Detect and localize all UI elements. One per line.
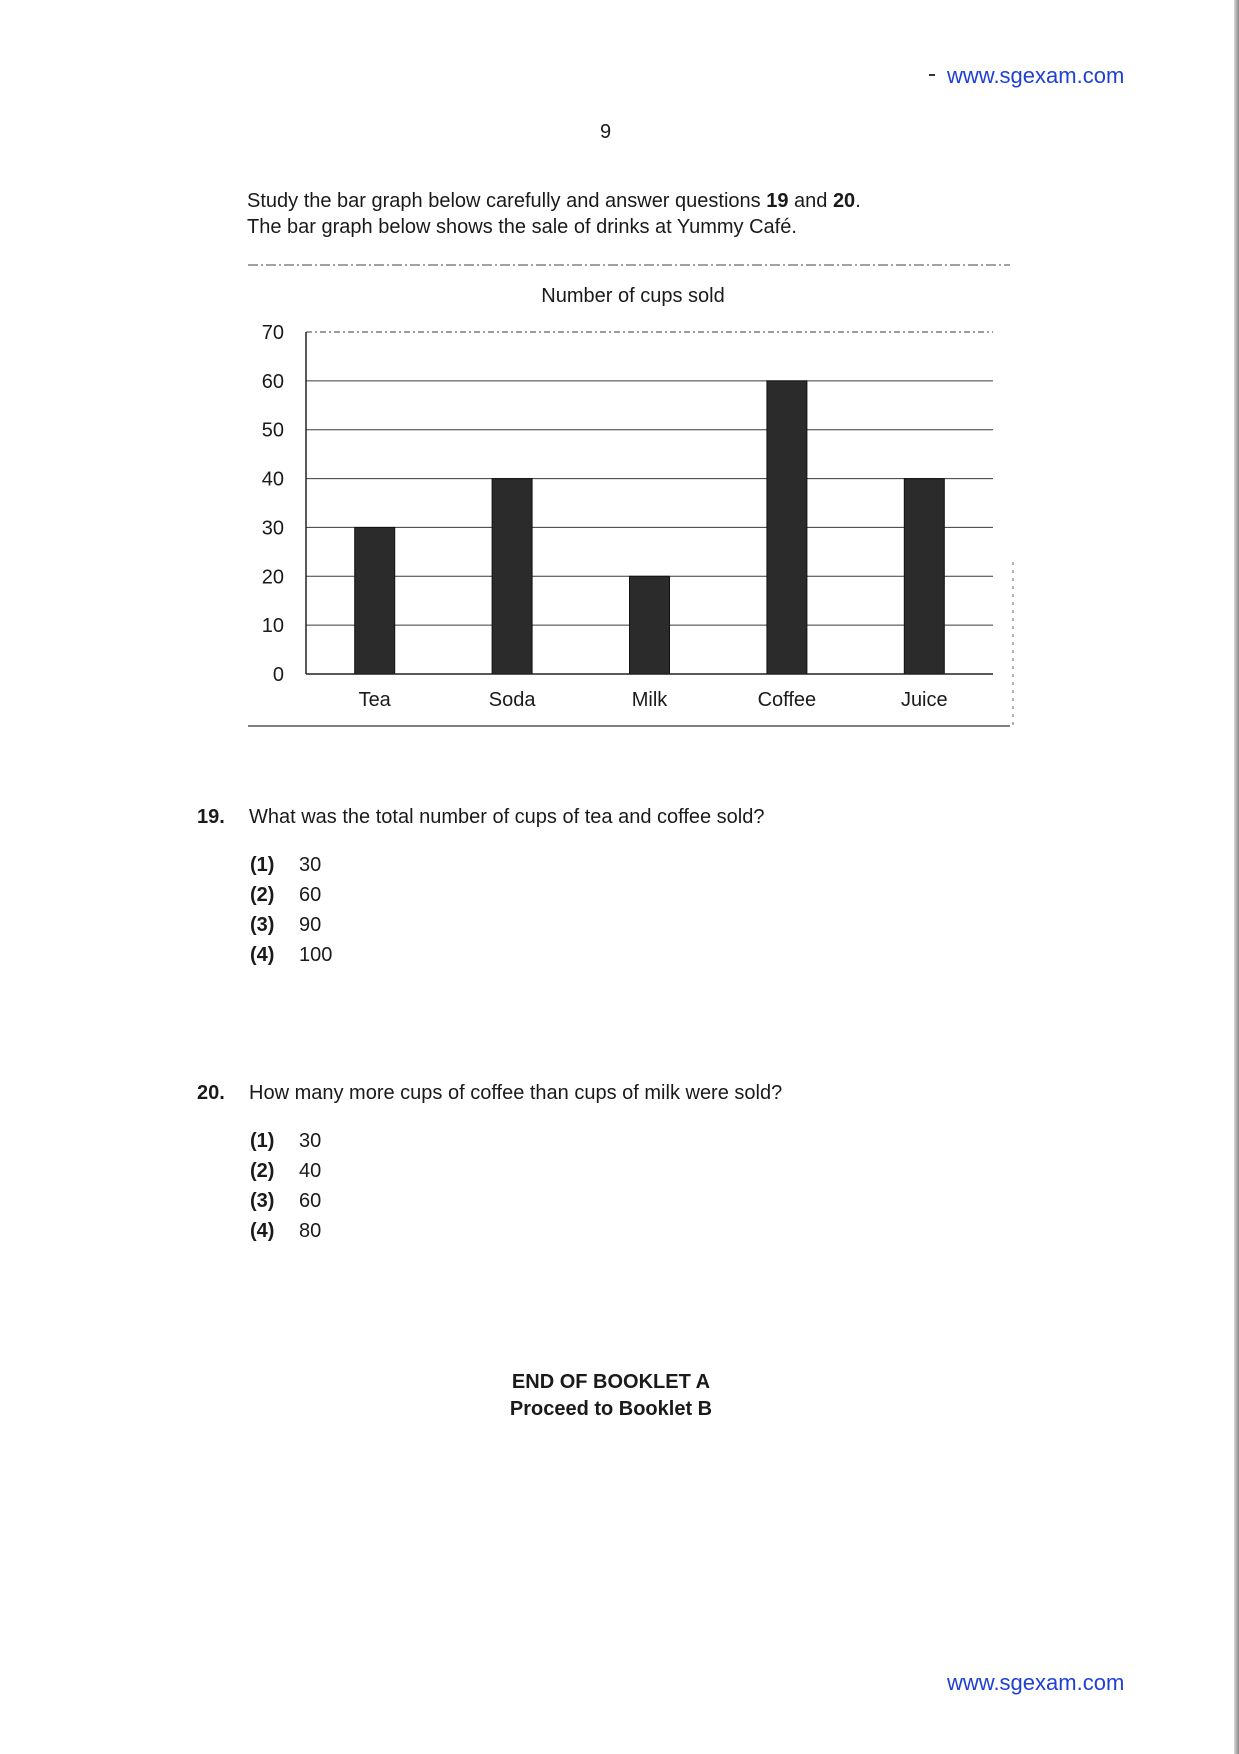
y-tick-label-40: 40: [261, 468, 284, 491]
bar-milk: [630, 576, 670, 674]
intro-line-1-start: Study the bar graph below carefully and answer questions: [247, 190, 767, 212]
bar-juice: [904, 479, 944, 674]
option-value: 40: [299, 1160, 322, 1182]
y-tick-label-70: 70: [261, 322, 284, 344]
option-number: (2): [250, 884, 275, 906]
y-tick-label-30: 30: [261, 517, 284, 540]
question-19-text: What was the total number of cups of tea and coffee sold?: [249, 806, 765, 828]
y-tick-label-20: 20: [261, 566, 284, 589]
intro-line-1: [247, 188, 861, 214]
question-20: [197, 1082, 782, 1105]
option-number: (1): [250, 854, 275, 876]
option-value: 30: [299, 1130, 322, 1152]
option-value: 80: [299, 1220, 322, 1242]
option-value: 90: [299, 914, 322, 936]
option-number: (2): [250, 1160, 275, 1182]
option-number: (3): [250, 914, 275, 936]
option-value: 30: [299, 854, 322, 876]
bar-coffee: [767, 381, 807, 674]
booklet-end-notice: [0, 1369, 1222, 1423]
question-20-text: How many more cups of coffee than cups of milk were sold?: [249, 1082, 783, 1104]
question-20-option-2[interactable]: [250, 1156, 321, 1186]
y-axis-tick-labels: [262, 322, 284, 686]
intro-line-1-end: .: [855, 190, 861, 212]
option-number: (4): [250, 944, 275, 966]
option-number: (3): [250, 1190, 275, 1212]
x-label-milk: Milk: [631, 689, 668, 711]
question-19-option-4[interactable]: [250, 940, 332, 970]
bar-soda: [492, 479, 532, 674]
chart-title: Number of cups sold: [541, 285, 725, 307]
x-label-soda: Soda: [488, 689, 536, 711]
intro-question-ref-20: 20: [832, 190, 856, 212]
end-of-booklet-text: END OF BOOKLET A: [511, 1371, 711, 1393]
question-19-option-1[interactable]: [250, 850, 332, 880]
bar-chart-container: [248, 262, 1018, 730]
question-19-options: [250, 850, 332, 970]
intro-question-ref-19: 19: [766, 190, 789, 212]
option-number: (4): [250, 1220, 275, 1242]
page-edge-shadow: [1234, 0, 1239, 1754]
footer-site-link[interactable]: www.sgexam.com: [947, 1670, 1125, 1695]
question-19-number: 19.: [197, 806, 225, 828]
x-label-tea: Tea: [358, 689, 391, 711]
question-19-option-3[interactable]: [250, 910, 332, 940]
proceed-text: Proceed to Booklet B: [509, 1398, 713, 1420]
question-20-option-3[interactable]: [250, 1186, 321, 1216]
x-axis-category-labels: [359, 689, 948, 711]
x-label-juice: Juice: [900, 689, 948, 711]
question-20-option-4[interactable]: [250, 1216, 321, 1246]
intro-line-1-and: and: [788, 190, 833, 212]
option-value: 60: [299, 884, 322, 906]
bar-tea: [355, 527, 395, 674]
bar-chart: [248, 262, 1018, 730]
y-tick-label-60: 60: [261, 370, 284, 393]
y-tick-label-0: 0: [272, 664, 284, 686]
option-value: 100: [299, 944, 333, 966]
option-number: (1): [250, 1130, 275, 1152]
question-20-options: [250, 1126, 321, 1246]
question-20-number: 20.: [197, 1082, 225, 1104]
option-value: 60: [299, 1190, 322, 1212]
page-number: 9: [600, 121, 612, 143]
intro-line-2: The bar graph below shows the sale of drinks at Yummy Café.: [247, 216, 797, 238]
header-site-link[interactable]: www.sgexam.com: [947, 63, 1125, 88]
y-tick-label-10: 10: [261, 615, 284, 638]
scan-mark: [929, 74, 935, 76]
x-label-coffee: Coffee: [757, 689, 817, 711]
intro-text: [247, 188, 861, 240]
y-tick-label-50: 50: [261, 419, 284, 442]
question-19: [197, 806, 765, 829]
question-19-option-2[interactable]: [250, 880, 332, 910]
question-20-option-1[interactable]: [250, 1126, 321, 1156]
